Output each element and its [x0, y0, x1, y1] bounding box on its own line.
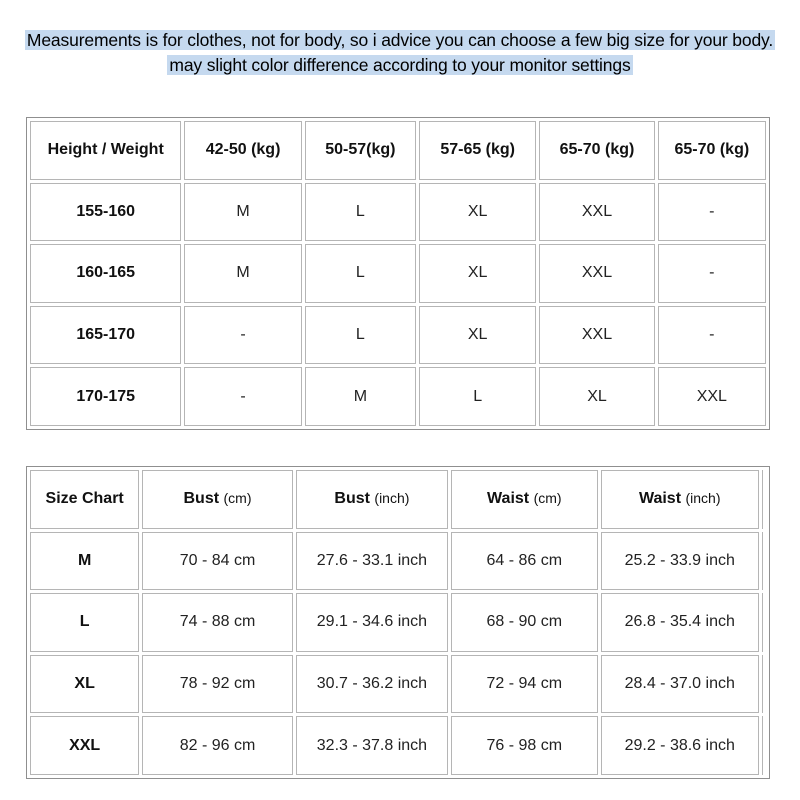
measurement-cell: 32.3 - 37.8 inch — [296, 716, 448, 775]
table-spacer — [762, 593, 766, 652]
height-range-cell: 160-165 — [30, 244, 181, 303]
measurement-cell: 28.4 - 37.0 inch — [601, 655, 759, 714]
height-range-cell: 165-170 — [30, 306, 181, 365]
header-cell: 65-70 (kg) — [658, 121, 766, 180]
header-cell — [30, 470, 139, 529]
table-spacer — [762, 532, 766, 591]
size-cell: L — [305, 244, 416, 303]
measurement-notice — [0, 28, 800, 78]
size-cell: XL — [419, 306, 536, 365]
header-cell — [451, 470, 597, 529]
size-cell: L — [419, 367, 536, 426]
table-row — [30, 716, 766, 775]
table-row — [30, 593, 766, 652]
size-label-cell: XL — [30, 655, 139, 714]
size-label-cell: XXL — [30, 716, 139, 775]
size-cell: XL — [419, 244, 536, 303]
header-label: Bust — [183, 490, 220, 508]
header-cell: 42-50 (kg) — [184, 121, 301, 180]
measurement-cell: 26.8 - 35.4 inch — [601, 593, 759, 652]
notice-line-2: may slight color difference according to your monitor settings — [169, 55, 631, 75]
table-row — [30, 367, 766, 426]
measurement-cell: 70 - 84 cm — [142, 532, 292, 591]
height-range-cell: 170-175 — [30, 367, 181, 426]
table-row — [30, 244, 766, 303]
size-cell: XXL — [658, 367, 766, 426]
size-cell: M — [305, 367, 416, 426]
header-cell: 65-70 (kg) — [539, 121, 654, 180]
measurement-cell: 74 - 88 cm — [142, 593, 292, 652]
measurement-cell: 25.2 - 33.9 inch — [601, 532, 759, 591]
size-cell: - — [184, 306, 301, 365]
size-cell: - — [658, 183, 766, 242]
header-cell — [601, 470, 759, 529]
measurement-cell: 82 - 96 cm — [142, 716, 292, 775]
table-spacer — [762, 716, 766, 775]
measurement-cell: 72 - 94 cm — [451, 655, 597, 714]
size-cell: M — [184, 183, 301, 242]
height-range-cell: 155-160 — [30, 183, 181, 242]
table-spacer — [762, 470, 766, 529]
measurement-cell: 29.2 - 38.6 inch — [601, 716, 759, 775]
table-row — [30, 532, 766, 591]
measurement-cell: 29.1 - 34.6 inch — [296, 593, 448, 652]
height-weight-size-table — [26, 117, 770, 430]
size-cell: L — [305, 183, 416, 242]
header-unit: (inch) — [374, 490, 410, 507]
size-cell: XXL — [539, 244, 654, 303]
notice-line-1: Measurements is for clothes, not for body, so i advice you can choose a few big size for your body. — [26, 30, 774, 50]
header-cell: Height / Weight — [30, 121, 181, 180]
size-cell: - — [658, 244, 766, 303]
size-cell: M — [184, 244, 301, 303]
size-cell: XL — [419, 183, 536, 242]
measurement-cell: 27.6 - 33.1 inch — [296, 532, 448, 591]
size-cell: - — [658, 306, 766, 365]
table-row — [30, 183, 766, 242]
size-cell: L — [305, 306, 416, 365]
size-cell: XXL — [539, 306, 654, 365]
size-cell: - — [184, 367, 301, 426]
size-label-cell: M — [30, 532, 139, 591]
measurement-cell: 78 - 92 cm — [142, 655, 292, 714]
size-measurement-table — [26, 466, 770, 779]
measurement-cell: 64 - 86 cm — [451, 532, 597, 591]
measurement-cell: 76 - 98 cm — [451, 716, 597, 775]
size-cell: XL — [539, 367, 654, 426]
measurement-cell: 68 - 90 cm — [451, 593, 597, 652]
measurement-cell: 30.7 - 36.2 inch — [296, 655, 448, 714]
table-row — [30, 655, 766, 714]
table-header-row — [30, 470, 766, 529]
table-header-row — [30, 121, 766, 180]
header-cell: 57-65 (kg) — [419, 121, 536, 180]
table-row — [30, 306, 766, 365]
header-unit: (cm) — [223, 490, 252, 507]
size-label-cell: L — [30, 593, 139, 652]
size-cell: XXL — [539, 183, 654, 242]
header-cell — [296, 470, 448, 529]
header-label: Size Chart — [45, 490, 124, 508]
header-unit: (inch) — [685, 490, 721, 507]
header-cell — [142, 470, 292, 529]
header-label: Bust — [334, 490, 370, 508]
header-unit: (cm) — [533, 490, 562, 507]
header-label: Waist — [487, 490, 530, 508]
header-cell: 50-57(kg) — [305, 121, 416, 180]
header-label: Waist — [638, 490, 682, 508]
table-spacer — [762, 655, 766, 714]
